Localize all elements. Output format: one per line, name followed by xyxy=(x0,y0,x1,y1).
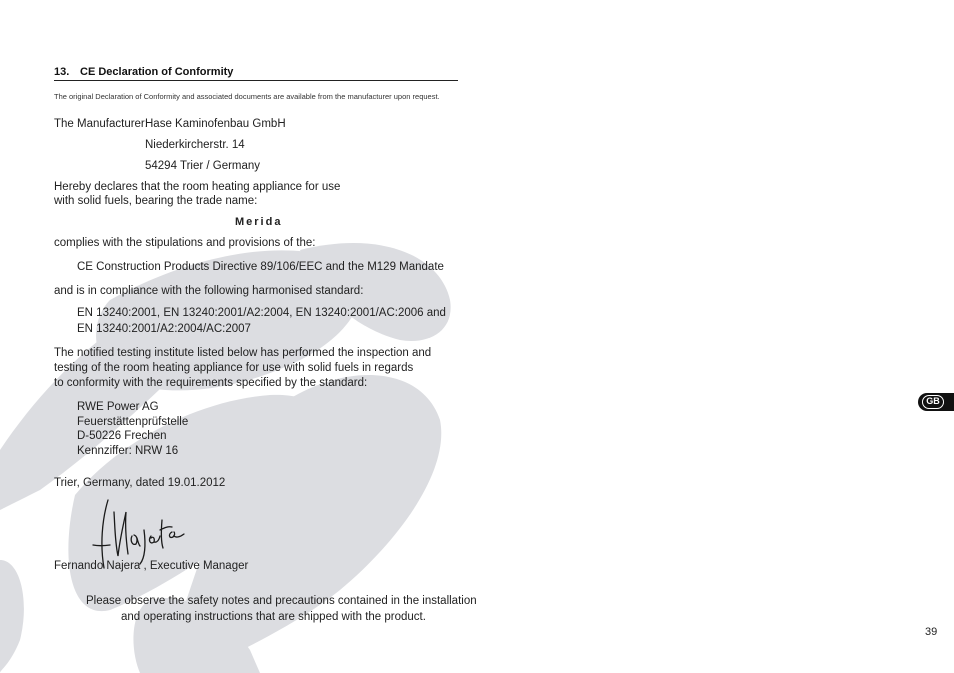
safety-line-2: and operating instructions that are shipped with the product. xyxy=(121,611,426,623)
declares-line-1: Hereby declares that the room heating appliance for use xyxy=(54,181,341,193)
place-date: Trier, Germany, dated 19.01.2012 xyxy=(54,477,226,489)
manufacturer-label: The Manufacturer: xyxy=(54,118,148,130)
declares-line-2: with solid fuels, bearing the trade name: xyxy=(54,195,258,207)
signature-image xyxy=(88,490,188,570)
complies-text: complies with the stipulations and provisions of the: xyxy=(54,237,316,249)
availability-note: The original Declaration of Conformity and associated documents are available from the manufacturer upon request. xyxy=(54,92,440,101)
standards-line-2: EN 13240:2001/A2:2004/AC:2007 xyxy=(77,323,251,335)
institute-line-1: RWE Power AG xyxy=(77,401,159,413)
section-title: CE Declaration of Conformity xyxy=(80,66,234,78)
notified-line-1: The notified testing institute listed below has performed the inspection and xyxy=(54,347,432,359)
language-badge-label: GB xyxy=(922,395,944,409)
compliance-text: and is in compliance with the following harmonised standard: xyxy=(54,285,364,297)
manufacturer-city: 54294 Trier / Germany xyxy=(145,160,261,172)
safety-line-1: Please observe the safety notes and precautions contained in the installation xyxy=(86,595,477,607)
language-badge xyxy=(918,393,954,411)
signatory: Fernando Najera , Executive Manager xyxy=(54,560,249,572)
section-number: 13. xyxy=(54,66,70,78)
standards-line-1: EN 13240:2001, EN 13240:2001/A2:2004, EN 13240:2001/AC:2006 and xyxy=(77,307,446,319)
institute-line-3: D-50226 Frechen xyxy=(77,430,167,442)
institute-line-4: Kennziffer: NRW 16 xyxy=(77,445,179,457)
notified-line-3: to conformity with the requirements specified by the standard: xyxy=(54,377,368,389)
manufacturer-street: Niederkircherstr. 14 xyxy=(145,139,245,151)
manufacturer-name: Hase Kaminofenbau GmbH xyxy=(145,118,286,130)
trade-name: Merida xyxy=(235,216,283,228)
notified-line-2: testing of the room heating appliance for use with solid fuels in regards xyxy=(54,362,414,374)
page-number: 39 xyxy=(925,626,938,638)
institute-line-2: Feuerstättenprüfstelle xyxy=(77,416,189,428)
section-heading xyxy=(54,66,458,81)
directive-text: CE Construction Products Directive 89/106/EEC and the M129 Mandate xyxy=(77,261,444,273)
